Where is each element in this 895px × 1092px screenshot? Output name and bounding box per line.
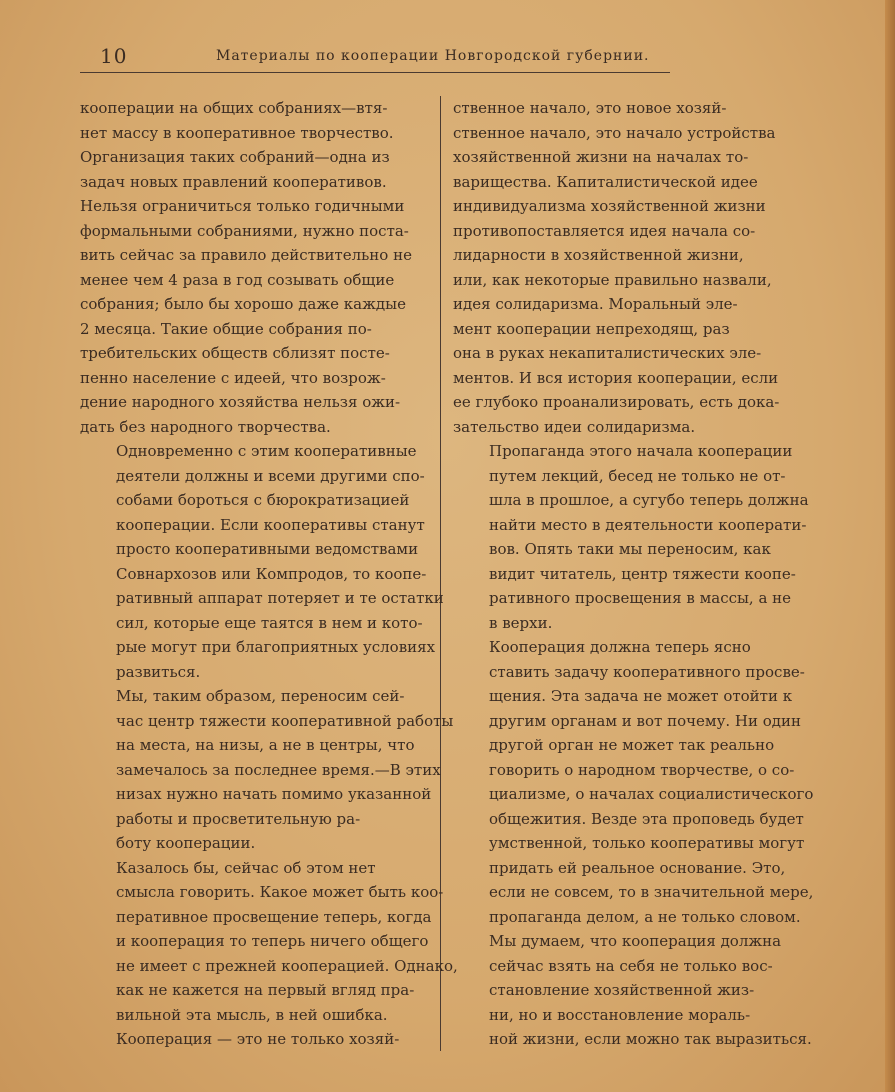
- text-line: формальными собраниями, нужно поста-: [80, 221, 409, 240]
- text-line: собрания; было бы хорошо даже каждые: [80, 295, 406, 313]
- text-line: Нельзя ограничиться только годичными: [80, 197, 405, 215]
- text-line: зательство идеи солидаризма.: [453, 417, 696, 436]
- text-line: в верхи.: [489, 613, 553, 632]
- text-line: сейчас взять на себя не только вос-: [489, 956, 773, 975]
- column-divider: [440, 96, 441, 1051]
- text-line: Пропаганда этого начала кооперации: [489, 442, 793, 460]
- text-line: путем лекций, бесед не только не от-: [489, 466, 786, 485]
- paragraph: [80, 96, 430, 439]
- text-line: ственное начало, это новое хозяй-: [453, 99, 727, 117]
- text-line: другим органам и вот почему. Ни один: [489, 711, 802, 730]
- text-line: ментов. И вся история кооперации, если: [453, 368, 779, 387]
- text-line: Кооперация — это не только хозяй-: [116, 1030, 400, 1048]
- text-line: ственное начало, это начало устройства: [453, 123, 776, 142]
- text-line: шла в прошлое, а сугубо теперь должна: [489, 491, 809, 509]
- text-line: ни, но и восстановление мораль-: [489, 1005, 751, 1024]
- text-line: умственной, только кооперативы могут: [489, 834, 805, 852]
- text-line: видит читатель, центр тяжести коопе-: [489, 564, 796, 583]
- text-line: собами бороться с бюрократизацией: [116, 491, 410, 509]
- text-line: ративного просвещения в массы, а не: [489, 589, 792, 607]
- text-line: задач новых правлений кооперативов.: [80, 172, 387, 191]
- page-header: [80, 44, 670, 72]
- paragraph: [453, 96, 803, 439]
- text-line: рые могут при благоприятных условиях: [116, 638, 436, 656]
- text-line: Организация таких собраний—одна из: [80, 148, 390, 166]
- text-line: менее чем 4 раза в год созывать общие: [80, 270, 395, 289]
- text-line: придать ей реальное основание. Это,: [489, 858, 786, 877]
- header-rule: [80, 72, 670, 73]
- text-line: час центр тяжести кооперативной работы: [116, 711, 454, 730]
- text-line: или, как некоторые правильно назвали,: [453, 270, 772, 289]
- text-line: вов. Опять таки мы переносим, как: [489, 540, 771, 558]
- text-line: требительских обществ сблизят посте-: [80, 344, 390, 362]
- text-line: деятели должны и всеми другими спо-: [116, 466, 425, 485]
- text-line: вильной эта мысль, в ней ошибка.: [116, 1005, 388, 1024]
- text-line: смысла говорить. Какое может быть коо-: [116, 883, 444, 901]
- text-line: перативное просвещение теперь, когда: [116, 907, 432, 926]
- text-line: на места, на низы, а не в центры, что: [116, 736, 415, 754]
- text-line: противопоставляется идея начала со-: [453, 221, 756, 240]
- text-line: другой орган не может так реально: [489, 736, 775, 754]
- text-line: пенно население с идеей, что возрож-: [80, 368, 386, 387]
- text-line: не имеет с прежней кооперацией. Однако,: [116, 956, 458, 975]
- paragraph: [453, 635, 814, 929]
- paragraph: [453, 439, 809, 635]
- text-line: Одновременно с этим кооперативные: [116, 442, 417, 460]
- paragraph: [80, 684, 454, 856]
- text-line: развиться.: [116, 662, 201, 681]
- text-line: Казалось бы, сейчас об этом нет: [116, 858, 376, 877]
- text-line: Мы думаем, что кооперация должна: [489, 932, 782, 950]
- text-line: мент кооперации непреходящ, раз: [453, 319, 730, 338]
- text-line: ее глубоко проанализировать, есть дока-: [453, 393, 780, 411]
- text-line: кооперации. Если кооперативы станут: [116, 515, 425, 534]
- text-line: Кооперация должна теперь ясно: [489, 638, 751, 656]
- text-line: хозяйственной жизни на началах то-: [453, 148, 749, 166]
- text-line: найти место в деятельности кооперати-: [489, 515, 807, 534]
- text-line: становление хозяйственной жиз-: [489, 981, 755, 999]
- text-line: она в руках некапиталистических эле-: [453, 344, 762, 362]
- text-line: как не кажется на первый вгляд пра-: [116, 981, 415, 999]
- text-line: просто кооперативными ведомствами: [116, 540, 419, 558]
- text-line: говорить о народном творчестве, о со-: [489, 760, 795, 779]
- text-line: если не совсем, то в значительной мере,: [489, 883, 814, 901]
- text-line: ставить задачу кооперативного просве-: [489, 662, 805, 681]
- text-line: ративный аппарат потеряет и те остатки: [116, 589, 444, 607]
- text-line: общежития. Везде эта проповедь будет: [489, 809, 804, 828]
- text-line: низах нужно начать помимо указанной: [116, 785, 432, 803]
- text-line: Совнархозов или Компродов, то коопе-: [116, 564, 427, 583]
- text-line: Мы, таким образом, переносим сей-: [116, 687, 405, 705]
- text-line: замечалось за последнее время.—В этих: [116, 760, 441, 779]
- paragraph: [80, 856, 458, 1028]
- text-line: дать без народного творчества.: [80, 417, 331, 436]
- text-line: варищества. Капиталистической идее: [453, 172, 758, 191]
- text-line: и кооперация то теперь ничего общего: [116, 932, 429, 950]
- page-number: 10: [100, 44, 128, 68]
- text-line: идея солидаризма. Моральный эле-: [453, 295, 738, 313]
- paragraph: [453, 929, 812, 1052]
- text-line: циализме, о началах социалистического: [489, 785, 814, 803]
- running-title: Материалы по кооперации Новгородской губернии.: [216, 48, 650, 64]
- text-line: лидарности в хозяйственной жизни,: [453, 246, 744, 264]
- text-line: индивидуализма хозяйственной жизни: [453, 197, 766, 215]
- left-column: [80, 96, 458, 1052]
- right-column: [453, 96, 814, 1052]
- text-line: кооперации на общих собраниях—втя-: [80, 99, 388, 117]
- text-line: нет массу в кооперативное творчество.: [80, 123, 394, 142]
- text-line: боту кооперации.: [116, 834, 256, 852]
- paragraph: [80, 439, 444, 684]
- text-line: вить сейчас за правило действительно не: [80, 246, 412, 264]
- text-line: работы и просветительную ра-: [116, 809, 361, 828]
- text-line: пропаганда делом, а не только словом.: [489, 907, 801, 926]
- text-line: 2 месяца. Такие общие собрания по-: [80, 319, 372, 338]
- text-line: ной жизни, если можно так выразиться.: [489, 1030, 812, 1048]
- text-line: дение народного хозяйства нельзя ожи-: [80, 393, 401, 411]
- page-edge: [885, 0, 895, 1092]
- text-line: щения. Эта задача не может отойти к: [489, 687, 793, 705]
- paragraph: [80, 1027, 430, 1052]
- text-line: сил, которые еще таятся в нем и кото-: [116, 613, 423, 632]
